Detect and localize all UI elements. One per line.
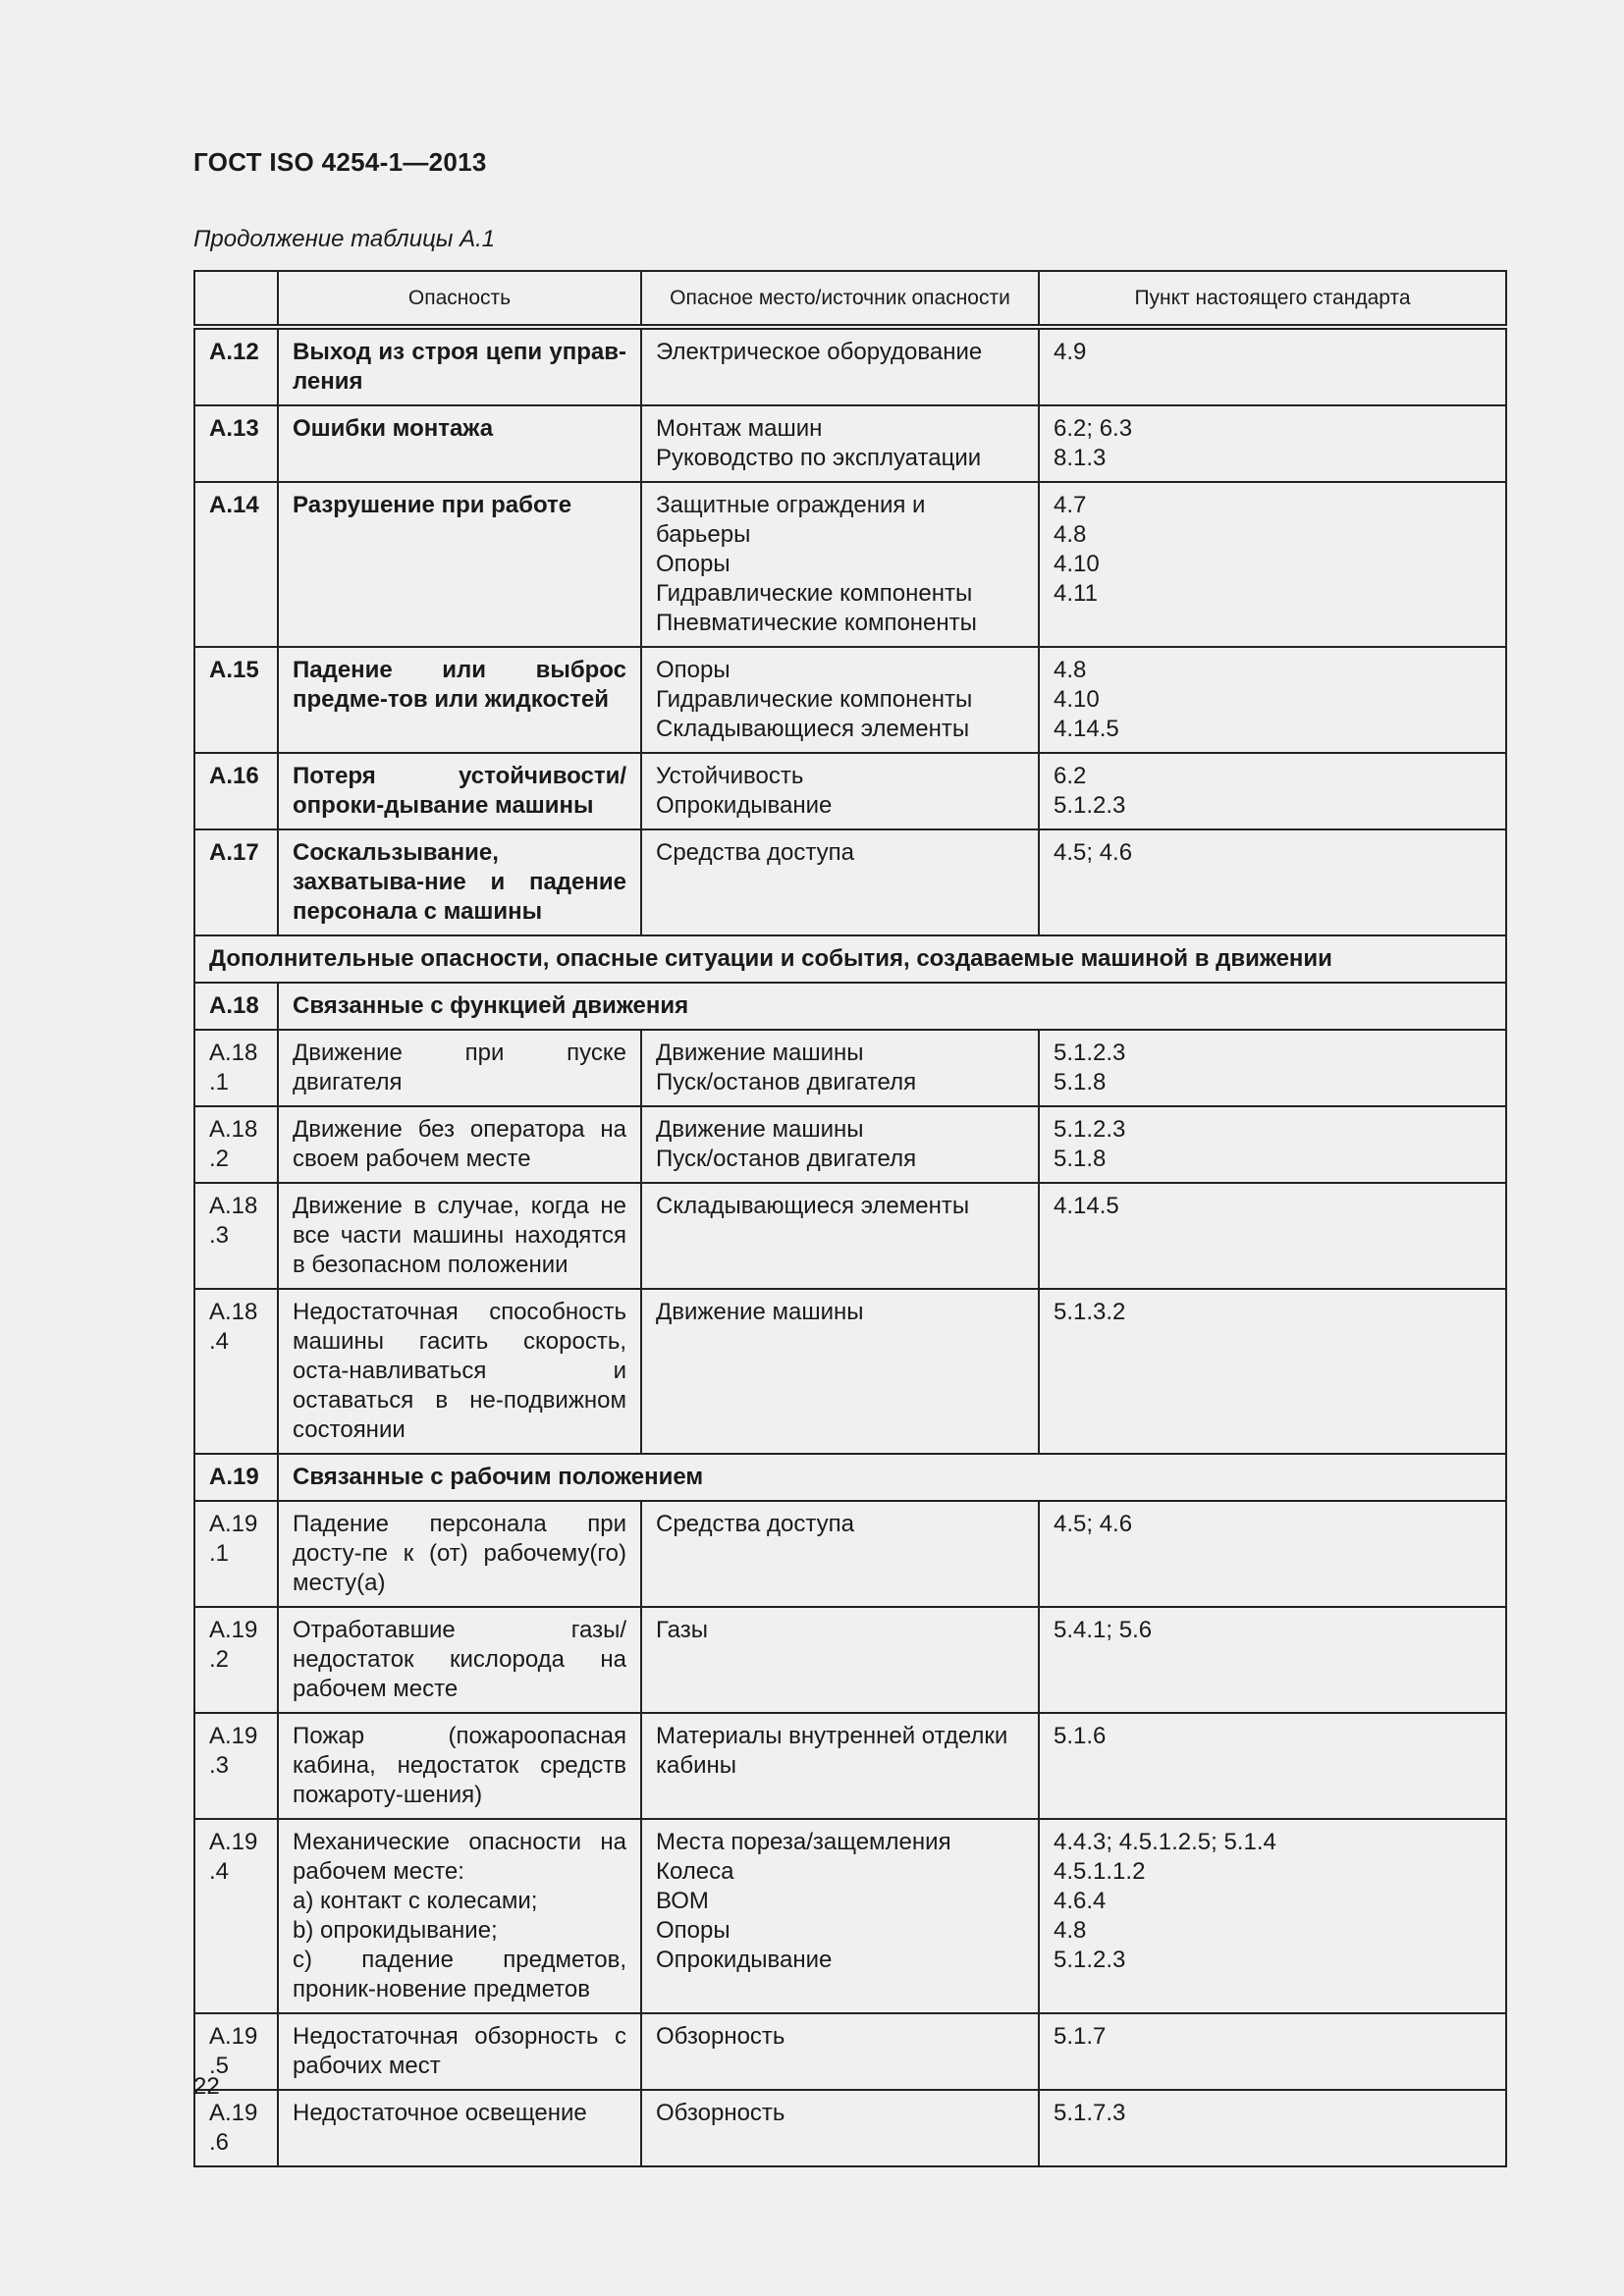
standard-clause — [1039, 1030, 1506, 1106]
hazard-id: А.14 — [194, 482, 278, 647]
cell-line: b) опрокидывание; — [293, 1917, 498, 1944]
hazard-id: А.16 — [194, 753, 278, 829]
cell-line: 4.11 — [1054, 580, 1098, 607]
cell-line: Движение машины — [656, 1116, 864, 1143]
cell-line: 4.5.1.1.2 — [1054, 1858, 1146, 1885]
cell-line: 4.9 — [1054, 339, 1087, 365]
cell-line: Руководство по эксплуатации — [656, 445, 982, 471]
hazard-source — [641, 1030, 1039, 1106]
hazard-id: А.19.1 — [194, 1501, 278, 1607]
cell-line: 4.4.3; 4.5.1.2.5; 5.1.4 — [1054, 1829, 1276, 1855]
cell-line: 5.1.2.3 — [1054, 792, 1126, 819]
cell-line: 4.7 — [1054, 492, 1087, 518]
hazard-source — [641, 482, 1039, 647]
hazard-description: Недостаточная способность машины гасить скорость, оста-навливаться и оставаться в не-подвижном состоянии — [278, 1289, 641, 1454]
cell-line: 6.2; 6.3 — [1054, 415, 1133, 442]
hazard-id: А.13 — [194, 405, 278, 482]
column-header-hazard: Опасность — [278, 271, 641, 327]
cell-line: 5.1.3.2 — [1054, 1299, 1126, 1325]
hazard-source — [641, 1607, 1039, 1713]
group-id: А.18 — [194, 983, 278, 1030]
column-header-clause: Пункт настоящего стандарта — [1039, 271, 1506, 327]
cell-line: Опоры — [656, 551, 731, 577]
standard-clause — [1039, 1607, 1506, 1713]
hazard-description: Выход из строя цепи управ-ления — [278, 327, 641, 405]
cell-line: Опрокидывание — [656, 1947, 833, 1973]
standard-clause — [1039, 1819, 1506, 2013]
cell-line: 5.1.8 — [1054, 1146, 1107, 1172]
column-header-source: Опасное место/источник опасности — [641, 271, 1039, 327]
cell-line: Гидравлические компоненты — [656, 686, 973, 713]
cell-line: Обзорность — [656, 2023, 785, 2050]
standard-clause — [1039, 753, 1506, 829]
hazard-id: А.17 — [194, 829, 278, 935]
hazard-source — [641, 327, 1039, 405]
standard-clause — [1039, 327, 1506, 405]
cell-line: Пуск/останов двигателя — [656, 1069, 917, 1095]
hazard-description: Пожар (пожароопасная кабина, недостаток средств пожароту-шения) — [278, 1713, 641, 1819]
hazard-description: Недостаточная обзорность с рабочих мест — [278, 2013, 641, 2090]
hazard-source — [641, 1819, 1039, 2013]
table-row — [194, 1289, 1506, 1454]
group-id: А.19 — [194, 1454, 278, 1501]
hazard-source — [641, 405, 1039, 482]
standard-clause — [1039, 482, 1506, 647]
group-row — [194, 983, 1506, 1030]
cell-line: 5.1.2.3 — [1054, 1947, 1126, 1973]
cell-line: 4.14.5 — [1054, 1193, 1119, 1219]
cell-line: 5.4.1; 5.6 — [1054, 1617, 1153, 1643]
table-row — [194, 647, 1506, 753]
table-row — [194, 753, 1506, 829]
cell-line: Механические опасности на рабочем месте: — [293, 1829, 626, 1885]
table-row — [194, 1607, 1506, 1713]
hazard-id: А.18.4 — [194, 1289, 278, 1454]
cell-line: 4.8 — [1054, 1917, 1087, 1944]
column-header-id — [194, 271, 278, 327]
cell-line: 5.1.6 — [1054, 1723, 1107, 1749]
table-row — [194, 1030, 1506, 1106]
cell-line: 5.1.7 — [1054, 2023, 1107, 2050]
cell-line: Пуск/останов двигателя — [656, 1146, 917, 1172]
cell-line: 4.5; 4.6 — [1054, 1511, 1133, 1537]
standard-clause — [1039, 1289, 1506, 1454]
cell-line: Складывающиеся элементы — [656, 1193, 970, 1219]
cell-line: 4.6.4 — [1054, 1888, 1107, 1914]
standard-clause — [1039, 2013, 1506, 2090]
cell-line: 4.8 — [1054, 657, 1087, 683]
table-header-row — [194, 271, 1506, 327]
cell-line: Движение машины — [656, 1040, 864, 1066]
table-row — [194, 2090, 1506, 2166]
hazard-source — [641, 753, 1039, 829]
cell-line: Опоры — [656, 657, 731, 683]
cell-line: Электрическое оборудование — [656, 339, 983, 365]
cell-line: Средства доступа — [656, 1511, 854, 1537]
table-body — [194, 327, 1506, 2166]
hazard-id: А.19.6 — [194, 2090, 278, 2166]
cell-line: 5.1.7.3 — [1054, 2100, 1126, 2126]
standard-clause — [1039, 647, 1506, 753]
standard-clause — [1039, 1106, 1506, 1183]
cell-line: 6.2 — [1054, 763, 1087, 789]
hazard-id: А.15 — [194, 647, 278, 753]
document-title: ГОСТ ISO 4254-1—2013 — [193, 147, 487, 177]
cell-line: c) падение предметов, проник-новение предметов — [293, 1947, 626, 2002]
cell-line: 5.1.2.3 — [1054, 1040, 1126, 1066]
hazard-source — [641, 1106, 1039, 1183]
hazard-source — [641, 1713, 1039, 1819]
table-row — [194, 2013, 1506, 2090]
cell-line: Газы — [656, 1617, 708, 1643]
hazard-description: Падение персонала при досту-пе к (от) рабочему(го) месту(а) — [278, 1501, 641, 1607]
cell-line: Обзорность — [656, 2100, 785, 2126]
section-title: Дополнительные опасности, опасные ситуации и события, создаваемые машиной в движении — [194, 935, 1506, 983]
table-row — [194, 1106, 1506, 1183]
table-row — [194, 405, 1506, 482]
cell-line: 5.1.2.3 — [1054, 1116, 1126, 1143]
cell-line: 5.1.8 — [1054, 1069, 1107, 1095]
hazard-description — [278, 1819, 641, 2013]
cell-line: ВОМ — [656, 1888, 709, 1914]
hazard-source — [641, 2013, 1039, 2090]
cell-line: 4.10 — [1054, 686, 1100, 713]
hazard-description: Движение в случае, когда не все части машины находятся в безопасном положении — [278, 1183, 641, 1289]
cell-line: 4.5; 4.6 — [1054, 839, 1133, 866]
cell-line: a) контакт с колесами; — [293, 1888, 538, 1914]
hazard-id: А.12 — [194, 327, 278, 405]
cell-line: Защитные ограждения и барьеры — [656, 492, 926, 548]
hazard-source — [641, 1501, 1039, 1607]
cell-line: Материалы внутренней отделки кабины — [656, 1723, 1008, 1779]
cell-line: 4.14.5 — [1054, 716, 1119, 742]
hazard-description: Движение при пуске двигателя — [278, 1030, 641, 1106]
cell-line: Гидравлические компоненты — [656, 580, 973, 607]
hazard-description: Недостаточное освещение — [278, 2090, 641, 2166]
hazard-description: Потеря устойчивости/опроки-дывание машины — [278, 753, 641, 829]
hazard-description: Ошибки монтажа — [278, 405, 641, 482]
cell-line: Монтаж машин — [656, 415, 823, 442]
table-row — [194, 1819, 1506, 2013]
cell-line: Устойчивость — [656, 763, 804, 789]
cell-line: Места пореза/защемления — [656, 1829, 951, 1855]
table-row — [194, 482, 1506, 647]
hazard-source — [641, 647, 1039, 753]
hazard-id: А.19.5 — [194, 2013, 278, 2090]
group-title: Связанные с функцией движения — [278, 983, 1506, 1030]
cell-line: Движение машины — [656, 1299, 864, 1325]
hazards-table — [193, 270, 1507, 2167]
group-title: Связанные с рабочим положением — [278, 1454, 1506, 1501]
table-caption: Продолжение таблицы А.1 — [193, 226, 496, 252]
hazard-id: А.18.3 — [194, 1183, 278, 1289]
hazard-id: А.18.2 — [194, 1106, 278, 1183]
cell-line: Колеса — [656, 1858, 734, 1885]
table-row — [194, 1501, 1506, 1607]
cell-line: Пневматические компоненты — [656, 610, 977, 636]
table-row — [194, 829, 1506, 935]
cell-line: 4.8 — [1054, 521, 1087, 548]
hazard-source — [641, 1289, 1039, 1454]
cell-line: 8.1.3 — [1054, 445, 1107, 471]
cell-line: 4.10 — [1054, 551, 1100, 577]
standard-clause — [1039, 1713, 1506, 1819]
standard-clause — [1039, 405, 1506, 482]
hazard-description: Разрушение при работе — [278, 482, 641, 647]
hazard-source — [641, 2090, 1039, 2166]
cell-line: Опрокидывание — [656, 792, 833, 819]
hazard-id: А.19.4 — [194, 1819, 278, 2013]
hazard-description: Движение без оператора на своем рабочем месте — [278, 1106, 641, 1183]
table-row — [194, 1713, 1506, 1819]
hazard-source — [641, 1183, 1039, 1289]
table-row — [194, 1183, 1506, 1289]
section-row — [194, 935, 1506, 983]
hazard-description: Падение или выброс предме-тов или жидкостей — [278, 647, 641, 753]
group-row — [194, 1454, 1506, 1501]
hazard-id: А.19.3 — [194, 1713, 278, 1819]
cell-line: Складывающиеся элементы — [656, 716, 970, 742]
standard-clause — [1039, 2090, 1506, 2166]
hazard-id: А.18.1 — [194, 1030, 278, 1106]
cell-line: Средства доступа — [656, 839, 854, 866]
page-number: 22 — [193, 2073, 220, 2100]
table-row — [194, 327, 1506, 405]
hazard-description: Отработавшие газы/недостаток кислорода на рабочем месте — [278, 1607, 641, 1713]
hazard-source — [641, 829, 1039, 935]
standard-clause — [1039, 829, 1506, 935]
standard-clause — [1039, 1183, 1506, 1289]
cell-line: Опоры — [656, 1917, 731, 1944]
hazard-description: Соскальзывание, захватыва-ние и падение персонала с машины — [278, 829, 641, 935]
hazard-id: А.19.2 — [194, 1607, 278, 1713]
standard-clause — [1039, 1501, 1506, 1607]
